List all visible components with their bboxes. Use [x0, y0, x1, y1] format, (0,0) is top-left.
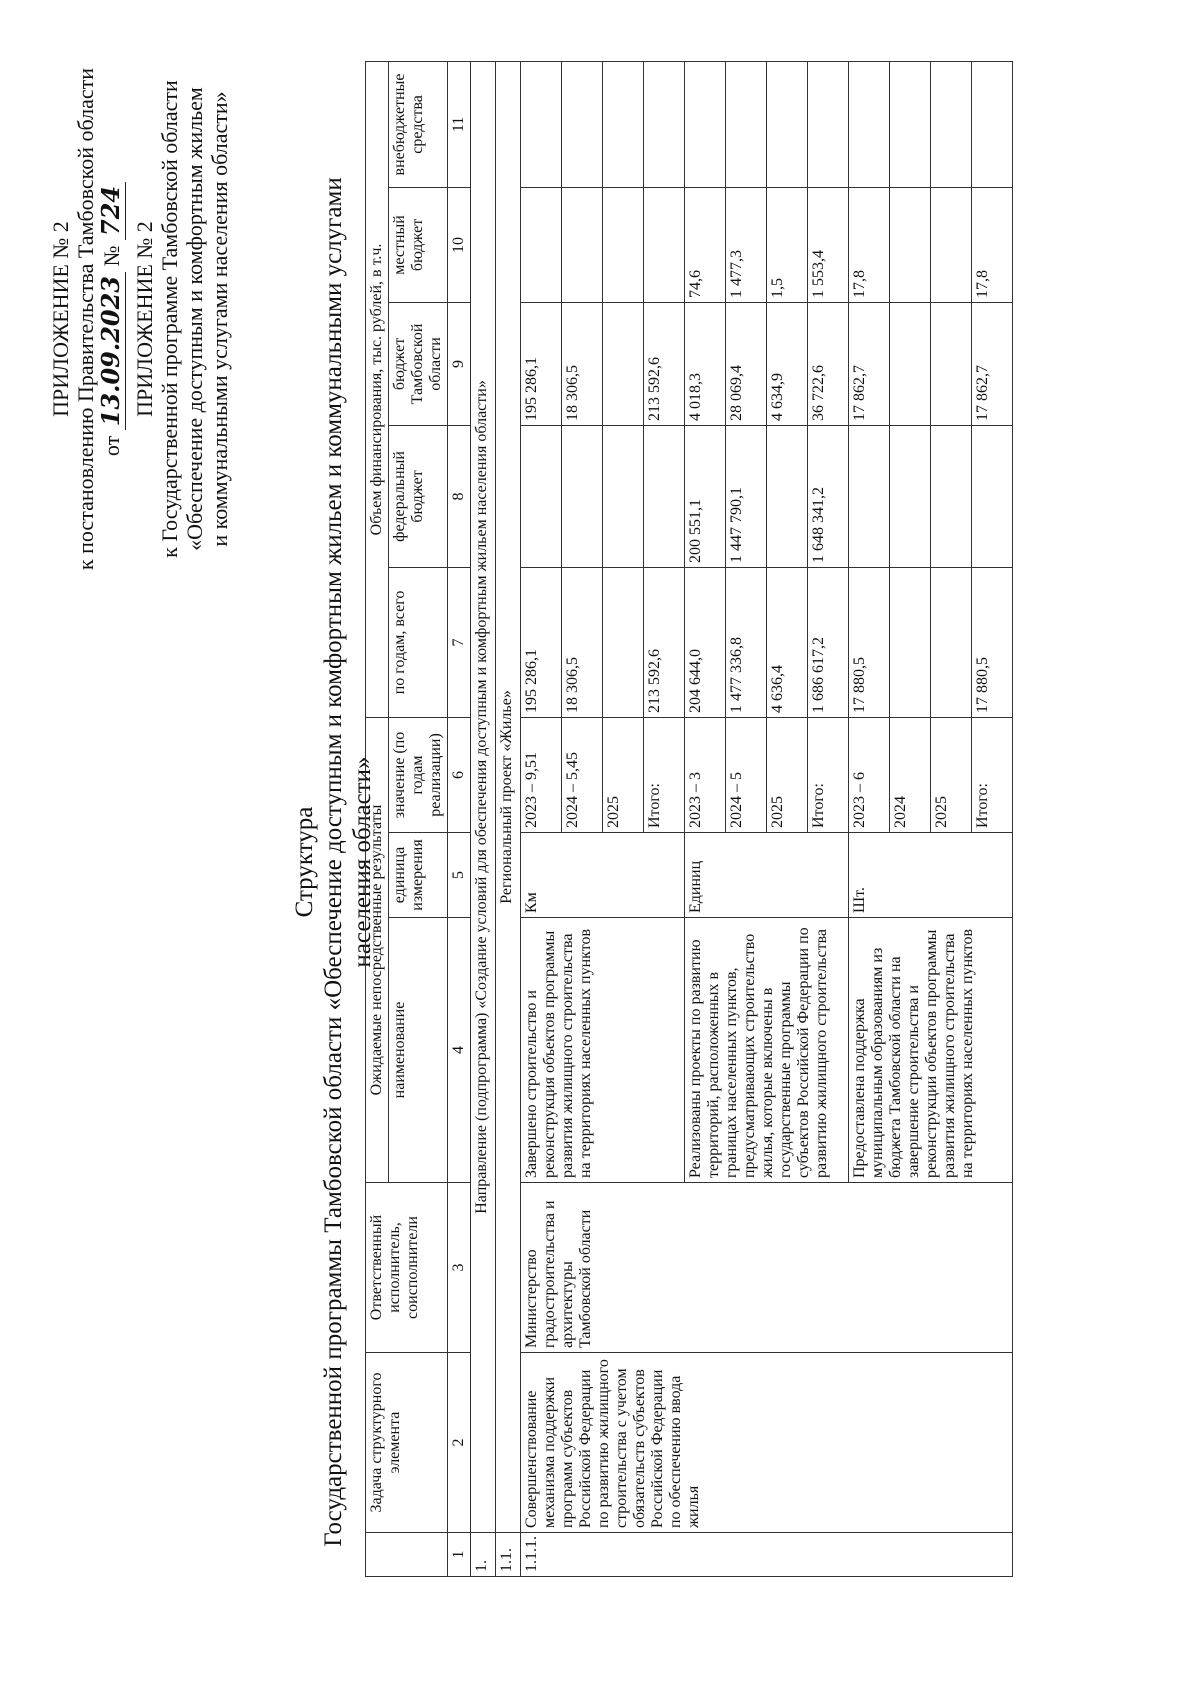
result-value: 2023 – 9,51: [521, 717, 562, 832]
header-results: Ожидаемые непосредственные результаты: [366, 717, 389, 1182]
header-by-years: по годам, всего: [389, 567, 448, 717]
project-row: [496, 61, 521, 1576]
program-name-line1: «Обеспечение доступным и комфортным жильем: [182, 87, 207, 551]
result-extra: [849, 61, 890, 187]
project-num: 1.1.: [496, 1533, 521, 1577]
title-structure: Структура: [291, 806, 318, 918]
header-funding: Объем финансирования, тыс. рублей, в т.ч.: [366, 61, 389, 717]
result-extra: [767, 61, 808, 187]
col-num: 10: [448, 187, 471, 302]
result-value: Итого:: [972, 717, 1013, 832]
col-num: 11: [448, 61, 471, 187]
result-total: 1 686 617,2: [808, 567, 849, 717]
result-regional: [890, 302, 931, 425]
result-value: 2024 – 5,45: [562, 717, 603, 832]
result-local: [562, 187, 603, 302]
table-row: [521, 61, 562, 1576]
result-local: 1 477,3: [726, 187, 767, 302]
result-extra: [644, 61, 685, 187]
result-local: 1 553,4: [808, 187, 849, 302]
result-name: Реализованы проекты по развитию территорий, расположенных в границах населенных пунктов, предусматривающих строительство жилья, которые включены в государственные программы субъектов Российской Федерации по развитию жилищного строительства: [685, 918, 849, 1183]
result-name: Завершено строительство и реконструкция объектов программы развития жилищного строительства на территориях населенных пунктов: [521, 918, 685, 1183]
result-value: 2024 – 5: [726, 717, 767, 832]
result-total: [603, 567, 644, 717]
project-text: Региональный проект «Жилье»: [496, 61, 521, 1532]
header-federal: федеральный бюджет: [389, 425, 448, 567]
result-extra: [603, 61, 644, 187]
result-extra: [562, 61, 603, 187]
result-regional: [603, 302, 644, 425]
result-total: 4 636,4: [767, 567, 808, 717]
program-reference: к Государственной программе Тамбовской области: [157, 80, 182, 558]
result-regional: 195 286,1: [521, 302, 562, 425]
header-local: местный бюджет: [389, 187, 448, 302]
result-unit: Км: [521, 833, 685, 918]
result-local: 17,8: [972, 187, 1013, 302]
result-federal: 200 551,1: [685, 425, 726, 567]
task-text: Совершенствование механизма поддержки программ субъектов Российской Федерации по развитию жилищного строительства с учетом обязательств субъектов Российской Федерации по обеспечению ввода жилья: [521, 1353, 1013, 1533]
result-total: 18 306,5: [562, 567, 603, 717]
result-total: 1 477 336,8: [726, 567, 767, 717]
result-regional: 36 722,6: [808, 302, 849, 425]
header-name: наименование: [389, 918, 448, 1183]
result-value: 2025: [767, 717, 808, 832]
header-num: [366, 1533, 448, 1577]
direction-num: 1.: [471, 1533, 496, 1577]
header-task: Задача структурного элемента: [366, 1353, 448, 1533]
result-extra: [726, 61, 767, 187]
result-value: Итого:: [808, 717, 849, 832]
result-value: 2023 – 3: [685, 717, 726, 832]
result-federal: [521, 425, 562, 567]
result-value: Итого:: [644, 717, 685, 832]
result-extra: [972, 61, 1013, 187]
result-unit: Единиц: [685, 833, 849, 918]
result-total: 17 880,5: [849, 567, 890, 717]
result-name: Предоставлена поддержка муниципальным образованиям из бюджета Тамбовской области на завершение строительства и реконструкции объектов программы развития жилищного строительства на территориях населенных пунктов: [849, 918, 1013, 1183]
result-local: [890, 187, 931, 302]
result-extra: [808, 61, 849, 187]
col-num: 4: [448, 918, 471, 1183]
col-num: 6: [448, 717, 471, 832]
result-regional: [931, 302, 972, 425]
result-extra: [521, 61, 562, 187]
result-value: 2023 – 6: [849, 717, 890, 832]
result-regional: 4 634,9: [767, 302, 808, 425]
task-num: 1.1.1.: [521, 1533, 1013, 1577]
appendix-date-line: от 13.09.2023 № 724: [98, 39, 124, 599]
title-program: Государственной программы Тамбовской области «Обеспечение доступным и комфортным жильем и коммунальными услугами: [320, 177, 347, 1547]
result-regional: 17 862,7: [849, 302, 890, 425]
structure-table: [365, 61, 1013, 1577]
result-regional: 4 018,3: [685, 302, 726, 425]
col-num: 1: [448, 1533, 471, 1577]
result-federal: [562, 425, 603, 567]
result-federal: [767, 425, 808, 567]
result-federal: [890, 425, 931, 567]
result-extra: [890, 61, 931, 187]
col-num: 8: [448, 425, 471, 567]
result-total: [890, 567, 931, 717]
result-regional: 18 306,5: [562, 302, 603, 425]
col-num: 3: [448, 1183, 471, 1353]
result-regional: 28 069,4: [726, 302, 767, 425]
result-local: 1,5: [767, 187, 808, 302]
header-regional: бюджет Тамбовской области: [389, 302, 448, 425]
result-federal: [849, 425, 890, 567]
program-name-line2: и коммунальными услугами населения области»: [207, 91, 232, 547]
header-row: [366, 61, 389, 1576]
document-title: [290, 127, 377, 1597]
col-num: 2: [448, 1353, 471, 1533]
result-total: 17 880,5: [972, 567, 1013, 717]
result-total: 213 592,6: [644, 567, 685, 717]
result-total: 204 644,0: [685, 567, 726, 717]
result-total: [931, 567, 972, 717]
header-extra: внебюджетные средства: [389, 61, 448, 187]
column-numbers-row: [448, 61, 471, 1576]
col-num: 5: [448, 833, 471, 918]
result-federal: 1 648 341,2: [808, 425, 849, 567]
program-appendix-title: ПРИЛОЖЕНИЕ № 2: [132, 221, 157, 417]
header-value: значение (по годам реализации): [389, 717, 448, 832]
task-responsible: Министерство градостроительства и архитектуры Тамбовской области: [521, 1183, 1013, 1353]
result-unit: Шт.: [849, 833, 1013, 918]
title-program-end: населения области»: [349, 756, 376, 968]
result-federal: [931, 425, 972, 567]
result-local: [521, 187, 562, 302]
direction-text: Направление (подпрограмма) «Создание условий для обеспечения доступным и комфортным жильем населения области»: [471, 61, 496, 1532]
result-extra: [685, 61, 726, 187]
result-local: [603, 187, 644, 302]
result-federal: 1 447 790,1: [726, 425, 767, 567]
result-regional: 213 592,6: [644, 302, 685, 425]
handwritten-date: 13.09.2023: [96, 272, 126, 430]
direction-row: [471, 61, 496, 1576]
appendix-title: ПРИЛОЖЕНИЕ № 2: [48, 221, 73, 417]
col-num: 9: [448, 302, 471, 425]
result-federal: [603, 425, 644, 567]
result-local: 17,8: [849, 187, 890, 302]
header-responsible: Ответственный исполнитель, соисполнители: [366, 1183, 448, 1353]
result-value: 2024: [890, 717, 931, 832]
handwritten-number: 724: [96, 182, 126, 240]
header-unit: единица измерения: [389, 833, 448, 918]
result-total: 195 286,1: [521, 567, 562, 717]
appendix-reference: к постановлению Правительства Тамбовской области: [73, 67, 98, 571]
result-local: 74,6: [685, 187, 726, 302]
appendix-header: [48, 39, 232, 599]
result-value: 2025: [603, 717, 644, 832]
result-regional: 17 862,7: [972, 302, 1013, 425]
result-value: 2025: [931, 717, 972, 832]
result-federal: [972, 425, 1013, 567]
result-extra: [931, 61, 972, 187]
result-local: [644, 187, 685, 302]
col-num: 7: [448, 567, 471, 717]
result-local: [931, 187, 972, 302]
result-federal: [644, 425, 685, 567]
